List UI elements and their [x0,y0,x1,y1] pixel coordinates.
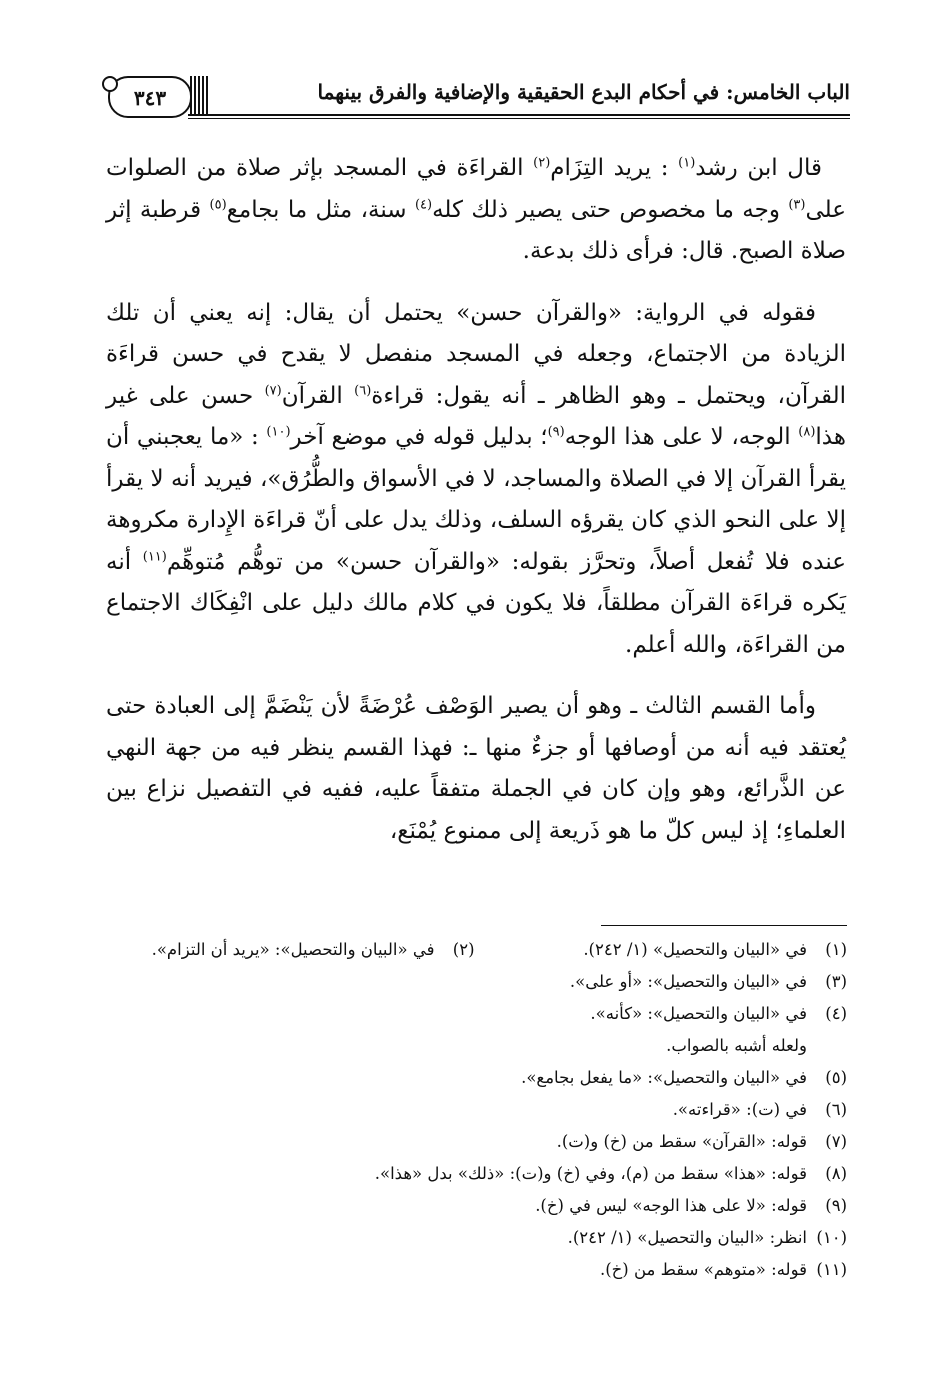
footnote-marker[interactable]: (١) [678,155,696,171]
header-rule [188,114,850,116]
footnote-7 [102,1126,847,1158]
footnote-text: قوله: «لا على هذا الوجه» ليس في (خ). [535,1196,807,1215]
footnote-text: في «البيان والتحصيل»: «أو على». [569,972,807,991]
text-run: القراءَة في المسجد بإثر صلاة من الصلوات على [106,155,846,223]
footnote-9 [102,1190,847,1222]
footnote-11 [102,1254,847,1286]
footnote-2 [102,934,475,966]
footnote-text: في «البيان والتحصيل»: «يريد أن التزام». [151,940,435,959]
footnote-6 [102,1094,847,1126]
footnote-text: قوله: «القرآن» سقط من (خ) و(ت). [556,1132,807,1151]
footnote-marker[interactable]: (٩) [547,424,565,440]
footnote-number: (٣) [825,972,847,991]
footnote-text: في «البيان والتحصيل»: «كأنه». [590,1004,807,1023]
paragraph-3 [106,686,846,852]
footnote-number: (٥) [825,1068,847,1087]
footnote-row [102,934,847,966]
footnote-4-continuation: ولعله أشبه بالصواب. [666,1036,807,1055]
footnote-marker[interactable]: (٢) [533,155,551,171]
footnote-5 [102,1062,847,1094]
footnote-marker[interactable]: (٣) [788,196,806,212]
footnote-number: (١٠) [816,1228,847,1247]
footnote-text: في (ت): «قراءته». [672,1100,807,1119]
footnote-number: (٧) [825,1132,847,1151]
text-run: وجه ما مخصوص حتى يصير ذلك كله [432,196,789,223]
running-header [108,70,850,110]
footnote-marker[interactable]: (٨) [798,424,816,440]
text-run: : يريد التِزَام [550,155,679,181]
page-number-frame [108,76,192,118]
text-run: ؛ بدليل قوله في موضع آخر [290,424,548,450]
text-run: أنه يَكره قراءَة القرآن مطلقاً، فلا يكون في كلام مالك دليل على انْفِكَاك الاجتماع من القراءَة، والله أعلم. [106,548,846,658]
footnotes [102,934,847,1286]
body-text [106,148,846,872]
footnote-number: (٦) [825,1100,847,1119]
text-run: وأما القسم الثالث ـ وهو أن يصير الوَصْف عُرْضَةً لأن يَنْضَمَّ إلى العبادة حتى يُعتقد فيه أنه من أوصافها أو جزءٌ منها ـ: فهذا القسم ينظر فيه من جهة النهي عن الذَّرائع، وهو وإن كان في الجملة متفقاً عليه، ففيه في التفصيل نزاع بين العلماءِ؛ إذ ليس كلّ ما هو ذَريعة إلى ممنوع يُمْنَع، [106,693,846,844]
footnote-marker[interactable]: (٤) [414,196,433,212]
footnote-text: انظر: «البيان والتحصيل» (١/ ٢٤٢). [567,1228,807,1247]
footnote-1 [475,934,848,966]
footnote-text: قوله: «هذا» سقط من (م)، وفي (خ) و(ت): «ذلك» بدل «هذا». [374,1164,807,1183]
text-run: حسن على غير هذا [106,382,847,450]
text-run: قال ابن رشد [695,155,822,181]
header-rule-thin [188,118,850,119]
footnote-4 [102,998,847,1030]
footnote-marker[interactable]: (٥) [209,196,227,212]
footnote-number: (٢) [452,940,475,959]
footnote-marker[interactable]: (٦) [354,382,372,398]
text-run: الوجه، لا على هذا الوجه [564,424,799,450]
footnote-number: (١١) [816,1260,847,1279]
footnote-8 [102,1158,847,1190]
footnote-text: في «البيان والتحصيل» (١/ ٢٤٢). [583,940,807,959]
page-number: ٣٤٣ [133,86,167,110]
paragraph-2 [106,293,846,667]
footnote-marker[interactable]: (١٠) [266,424,291,440]
footnote-3 [102,966,847,998]
footnote-text: قوله: «متوهم» سقط من (خ). [599,1260,807,1279]
text-run: القرآن [281,382,355,409]
text-run: قرطبة إثر صلاة الصبح. قال: فرأى ذلك بدعة. [106,196,846,264]
chapter-title: الباب الخامس: في أحكام البدع الحقيقية والإضافية والفرق بينهما [317,80,850,104]
paragraph-1 [106,148,846,273]
footnote-marker[interactable]: (١١) [142,548,167,564]
footnote-number: (٨) [825,1164,847,1183]
footnote-number: (٩) [825,1196,847,1215]
text-run: سنة، مثل ما بجامع [226,196,415,223]
footnote-marker[interactable]: (٧) [264,382,282,398]
text-run: : «ما يعجبني أن يقرأ القرآن إلا في الصلاة والمساجد، لا في الأسواق والطُّرُق»، فيريد أنه لا يقرأ إلا على النحو الذي كان يقرؤه السلف، وذلك يدل على أنّ قراءَة الإِدارة مكروهة عنده فلا تُفعل أصلاً، وتحرَّز بقوله: «والقرآن حسن» من توهُّم مُتوهِّم [106,424,847,575]
text-run: فقوله في الرواية: «والقرآن حسن» يحتمل أن يقال: إنه يعني أن تلك الزيادة من الاجتماع، وجعله في المسجد منفصل لا يقدح في حسن قراءَة القرآن، ويحتمل ـ وهو الظاهر ـ أنه يقول: قراءة [106,299,846,409]
footnote-number: (١) [825,940,847,959]
footnote-separator [601,925,847,926]
header-ornament-bars [190,76,210,114]
footnote-10 [102,1222,847,1254]
footnote-number: (٤) [825,1004,847,1023]
footnote-text: في «البيان والتحصيل»: «ما يفعل بجامع». [521,1068,807,1087]
